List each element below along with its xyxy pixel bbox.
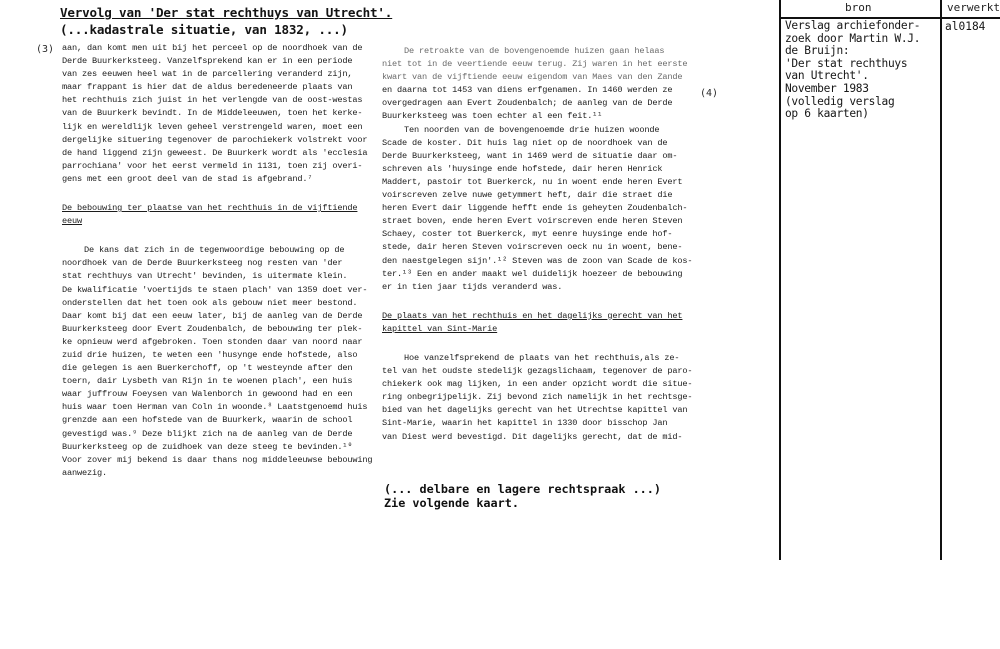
- text-line: stat rechthuys van Utrecht' bevinden, is uitermate klein.: [62, 271, 348, 282]
- text-line: van de Buurkerk bevindt. In de Middeleeuwen, toen het kerke-: [62, 108, 363, 119]
- text-line: schreven als 'huysinge ende hofstede, dair heren Henrick: [382, 163, 663, 174]
- text-line: die gelegen is aen Buerkerchoff, op 't westeynde after den: [62, 363, 353, 374]
- text-line: ke opnieuw werd afgebroken. Toen stonden daar van noord naar: [62, 336, 363, 347]
- text-line: het rechthuis zich juist in het verlengde van de oost-westas: [62, 95, 363, 106]
- text-line: De kans dat zich in de tegenwoordige bebouwing op de: [84, 245, 345, 256]
- text-line: van zes eeuwen heel wat in de parcellering veranderd zijn,: [62, 69, 353, 80]
- text-line: Ten noorden van de bovengenoemde drie huizen woonde: [404, 124, 660, 135]
- left-section-heading: [62, 202, 370, 228]
- bron-line: November 1983: [785, 81, 869, 95]
- left-text-column: [62, 42, 373, 480]
- text-line: straet boven, ende heren Evert voirscreven ende heren Steven: [382, 216, 683, 227]
- text-line: Maddert, pastoir tot Buerkerck, nu in woent ende heren Evert: [382, 176, 683, 187]
- source-table: [779, 0, 1000, 560]
- text-line: van Diest werd bevestigd. Dit dagelijks gerecht, dat de mid-: [382, 431, 683, 442]
- text-line: heren Evert dair liggende hefft ende is geheyten Zoudenbalch-: [382, 203, 688, 214]
- right-paragraph-1: [382, 45, 688, 124]
- card-title: [60, 4, 393, 38]
- text-line: Derde Buurkerksteeg, want in 1469 werd de situatie daar om-: [382, 150, 678, 161]
- text-line: huis waar toen Herman van Coln in woonde.⁸ Laatstgenoemd huis: [62, 402, 368, 413]
- verwerkt-cell: al0184: [945, 20, 986, 33]
- text-line: er in tien jaar tijds veranderd was.: [382, 281, 563, 292]
- text-line: overgedragen aan Evert Zoudenbalch; de aanleg van de Derde: [382, 98, 673, 109]
- continuation-line-1: (... delbare en lagere rechtspraak ...): [384, 482, 661, 496]
- title-line-2: (...kadastrale situatie, van 1832, ...): [60, 22, 348, 37]
- title-line-1: Vervolg van 'Der stat rechthuys van Utrecht'.: [60, 5, 393, 20]
- text-line: ter.¹³ Een en ander maakt wel duidelijk hoezeer de bebouwing: [382, 268, 683, 279]
- continuation-note: [384, 482, 661, 510]
- text-line: grenzde aan een hofstede van de Buurkerk, waarin de school: [62, 415, 353, 426]
- text-line: Sint-Marie, waarin het kapittel in 1330 door bisschop Jan: [382, 418, 668, 429]
- bron-line: op 6 kaarten): [785, 107, 869, 121]
- text-line: maar frappant is hier dat de aldus beredeneerde plaats van: [62, 82, 353, 93]
- text-line: Scade de koster. Dit huis lag niet op de noordhoek van de: [382, 137, 668, 148]
- text-line: onderstellen dat het toen ook als gebouw niet meer bestond.: [62, 297, 358, 308]
- heading-line: De plaats van het rechthuis en het dagelijks gerecht van het: [382, 310, 683, 321]
- header-verwerkt: verwerkt: [947, 1, 1000, 14]
- bron-line: van Utrecht'.: [785, 69, 869, 83]
- continuation-line-2: Zie volgende kaart.: [384, 496, 519, 510]
- text-line: Voor zover mij bekend is daar thans nog middeleeuwse bebouwing: [62, 454, 373, 465]
- right-paragraph-2: [382, 124, 693, 294]
- bron-line: de Bruijn:: [785, 44, 850, 58]
- text-line: kwart van de vijftiende eeuw eigendom van Maes van den Zande: [382, 72, 683, 83]
- text-line: en daarna tot 1453 van diens erfgenamen. In 1460 werden ze: [382, 85, 673, 96]
- bron-line: 'Der stat rechthuys: [785, 56, 908, 70]
- right-paragraph-3: [382, 352, 693, 444]
- right-text-column: [382, 45, 693, 444]
- text-line: dergelijke situering tegenover de parochiekerk volstrekt voor: [62, 134, 368, 145]
- text-line: gens met een groot deel van de stad is afgebrand.⁷: [62, 173, 313, 184]
- text-line: lijk en wereldlijk leven geheel verstrengeld waren, moet een: [62, 121, 363, 132]
- text-line: den naestgelegen sijn'.¹² Steven was de zoon van Scade de kos-: [382, 255, 693, 266]
- text-line: De retroakte van de bovengenoemde huizen gaan helaas: [404, 46, 665, 56]
- text-line: chiekerk ook mag lijken, in een ander opzicht wordt die situe-: [382, 379, 693, 390]
- text-line: zuid drie huizen, te weten een 'husynge ende hofstede, also: [62, 349, 358, 360]
- bron-line: zoek door Martin W.J.: [785, 31, 921, 45]
- text-line: gevestigd was.⁹ Deze blijkt zich na de aanleg van de Derde: [62, 428, 353, 439]
- right-section-heading: [382, 310, 682, 336]
- text-line: De kwalificatie 'voertijds te staen plach' van 1359 doet ver-: [62, 284, 368, 295]
- text-line: aanwezig.: [62, 467, 108, 478]
- header-bron: bron: [845, 1, 872, 14]
- text-line: niet tot in de veertiende eeuw terug. Zij waren in het eerste: [382, 59, 688, 70]
- text-line: Schaey, coster tot Buerkerck, myt eenre huysinge ende hof-: [382, 229, 673, 240]
- text-line: noordhoek van de Derde Buurkerksteeg nog resten van 'der: [62, 258, 343, 269]
- heading-line: De bebouwing ter plaatse van het rechthuis in de vijftiende: [62, 203, 358, 214]
- text-line: Daar komt bij dat een eeuw later, bij de aanleg van de Derde: [62, 310, 363, 321]
- bron-line: Verslag archiefonder-: [785, 19, 921, 32]
- text-line: ring onbegrijpelijk. Zij bevond zich namelijk in het rechtsge-: [382, 392, 693, 403]
- text-line: voirscreven zelve nuwe getymmert heft, dair die straet die: [382, 190, 673, 201]
- table-border-left: [779, 0, 781, 560]
- text-line: Buurkerksteeg was toen echter al een feit.¹¹: [382, 111, 603, 122]
- text-line: waar juffrouw Foeysen van Walenborch in gewoond had en een: [62, 389, 353, 400]
- text-line: Buurkerksteeg door Evert Zoudenbalch, de bebouwing ter plek-: [62, 323, 363, 334]
- text-line: de hand liggend zijn geweest. De Buurkerk wordt als 'ecclesia: [62, 147, 368, 158]
- text-line: bied van het dagelijks gerecht van het Utrechtse kapittel van: [382, 405, 688, 416]
- bron-line: (volledig verslag: [785, 94, 895, 108]
- text-line: tel van het oudste stedelijk gezagslichaam, tegenover de paro-: [382, 366, 693, 377]
- text-line: aan, dan komt men uit bij het perceel op de noordhoek van de: [62, 43, 363, 53]
- text-line: Derde Buurkerksteeg. Vanzelfsprekend kan er in een periode: [62, 56, 353, 67]
- text-line: Buurkerksteeg op de zuidhoek van deze steeg te bevinden.¹⁰: [62, 441, 353, 452]
- bron-cell: [785, 20, 945, 121]
- left-paragraph-1: [62, 42, 370, 186]
- text-line: parrochiana' voor het eerst vermeld in 1131, toen zij overi-: [62, 160, 363, 171]
- text-line: Hoe vanzelfsprekend de plaats van het rechthuis,als ze-: [404, 352, 680, 363]
- heading-line: eeuw: [62, 216, 83, 227]
- left-paragraph-2: [62, 244, 373, 480]
- text-line: toern, dair Lysbeth van Rijn in te woenen plach', een huis: [62, 376, 353, 387]
- page-number-right: (4): [700, 88, 719, 99]
- heading-line: kapittel van Sint-Marie: [382, 323, 498, 334]
- text-line: stede, dair heren Steven voirscreven oeck nu in woent, bene-: [382, 242, 683, 253]
- page-number-left: (3): [36, 44, 55, 55]
